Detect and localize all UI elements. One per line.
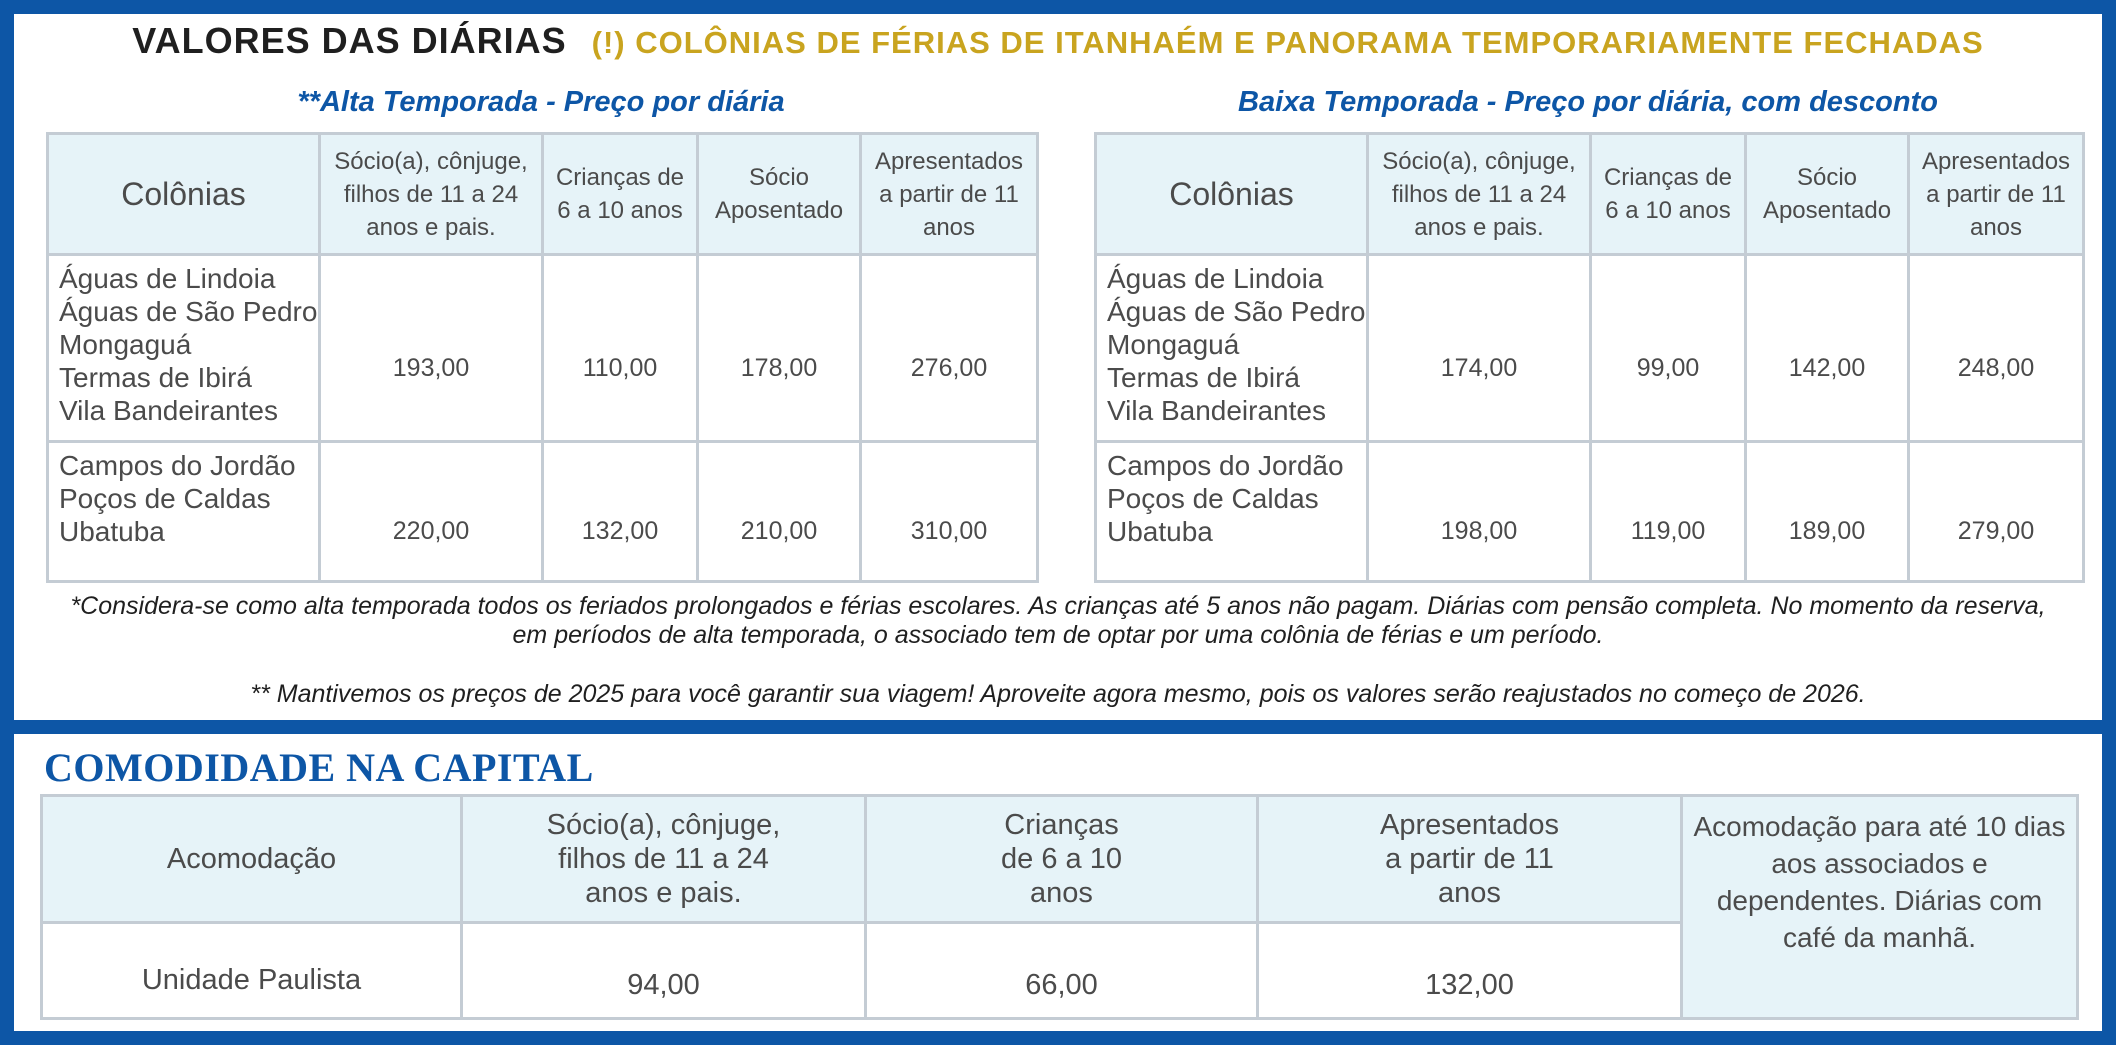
table-row [48, 442, 1038, 582]
place-name: Ubatuba [1107, 516, 1213, 547]
places-cell [1096, 442, 1368, 582]
capital-note: Acomodação para até 10 dias aos associados e dependentes. Diárias com café da manhã. [1682, 796, 2078, 1019]
place-name: Termas de Ibirá [59, 362, 252, 393]
price-cell: 142,00 [1746, 255, 1909, 442]
place-name: Termas de Ibirá [1107, 362, 1300, 393]
price-cell: 174,00 [1368, 255, 1591, 442]
header-criancas: Crianças de 6 a 10 anos [543, 134, 698, 255]
place-name: Ubatuba [59, 516, 165, 547]
header-colonias: Colônias [48, 134, 320, 255]
header-criancas: Crianças de 6 a 10 anos [866, 796, 1258, 923]
header-colonias: Colônias [1096, 134, 1368, 255]
header-apresentados: Apresentados a partir de 11 anos [1258, 796, 1682, 923]
price-cell: 110,00 [543, 255, 698, 442]
price-cell: 99,00 [1591, 255, 1746, 442]
table-row [1096, 255, 2084, 442]
header-aposentado: Sócio Aposentado [1746, 134, 1909, 255]
prices-panel [14, 14, 2102, 720]
capital-title: COMODIDADE NA CAPITAL [44, 745, 594, 790]
place-name: Vila Bandeirantes [59, 395, 278, 426]
place-name: Mongaguá [1107, 329, 1240, 360]
header-apresentados: Apresentados a partir de 11 anos [1909, 134, 2084, 255]
page-title [14, 20, 2102, 62]
place-name: Águas de Lindoia [1107, 263, 1324, 294]
place-name: Campos do Jordão [1107, 450, 1344, 481]
footnote-prices: ** Mantivemos os preços de 2025 para você garantir sua viagem! Aproveite agora mesmo, pois os valores serão reajustados no começo de 2026. [250, 680, 1866, 708]
place-name: Poços de Caldas [1107, 483, 1319, 514]
price-cell: 248,00 [1909, 255, 2084, 442]
header-apresentados: Apresentados a partir de 11 anos [861, 134, 1038, 255]
header-criancas: Crianças de 6 a 10 anos [1591, 134, 1746, 255]
price-cell: 210,00 [698, 442, 861, 582]
footnote-season: *Considera-se como alta temporada todos os feriados prolongados e férias escolares. As crianças até 5 anos não pagam. Diárias com pensão completa. No momento da reserva, em períodos de alta temporada, o associado tem de optar por uma colônia de férias e um período. [70, 592, 2046, 649]
capital-table [40, 794, 2079, 1020]
price-cell: 66,00 [866, 923, 1258, 1019]
place-name: Águas de Lindoia [59, 263, 276, 294]
price-cell: 193,00 [320, 255, 543, 442]
header-socio: Sócio(a), cônjuge, filhos de 11 a 24 anos e pais. [1368, 134, 1591, 255]
table-header-row [48, 134, 1038, 255]
place-name: Poços de Caldas [59, 483, 271, 514]
places-cell [48, 442, 320, 582]
header-socio: Sócio(a), cônjuge, filhos de 11 a 24 anos e pais. [462, 796, 866, 923]
price-cell: 276,00 [861, 255, 1038, 442]
price-cell: 279,00 [1909, 442, 2084, 582]
place-name: Mongaguá [59, 329, 192, 360]
place-name: Vila Bandeirantes [1107, 395, 1326, 426]
price-cell: 94,00 [462, 923, 866, 1019]
high-season-subtitle: **Alta Temporada - Preço por diária [297, 86, 785, 118]
place-name: Águas de São Pedro [1107, 296, 1366, 327]
low-season-subtitle: Baixa Temporada - Preço por diária, com desconto [1238, 86, 1938, 118]
places-cell [1096, 255, 1368, 442]
price-cell: 132,00 [543, 442, 698, 582]
price-cell: 132,00 [1258, 923, 1682, 1019]
low-season-table [1094, 132, 2085, 583]
price-cell: 310,00 [861, 442, 1038, 582]
table-row [48, 255, 1038, 442]
places-cell [48, 255, 320, 442]
header-aposentado: Sócio Aposentado [698, 134, 861, 255]
closure-warning: (!) COLÔNIAS DE FÉRIAS DE ITANHAÉM E PANORAMA TEMPORARIAMENTE FECHADAS [591, 25, 1984, 60]
table-header-row [42, 796, 2078, 923]
high-season-table [46, 132, 1039, 583]
price-cell: 119,00 [1591, 442, 1746, 582]
title-text: VALORES DAS DIÁRIAS [132, 20, 567, 61]
place-name: Campos do Jordão [59, 450, 296, 481]
price-cell: 220,00 [320, 442, 543, 582]
table-header-row [1096, 134, 2084, 255]
price-cell: 189,00 [1746, 442, 1909, 582]
price-cell: 198,00 [1368, 442, 1591, 582]
unit-name: Unidade Paulista [42, 923, 462, 1019]
place-name: Águas de São Pedro [59, 296, 318, 327]
capital-panel [14, 734, 2102, 1031]
header-socio: Sócio(a), cônjuge, filhos de 11 a 24 anos e pais. [320, 134, 543, 255]
header-acomodacao: Acomodação [42, 796, 462, 923]
table-row [1096, 442, 2084, 582]
price-cell: 178,00 [698, 255, 861, 442]
